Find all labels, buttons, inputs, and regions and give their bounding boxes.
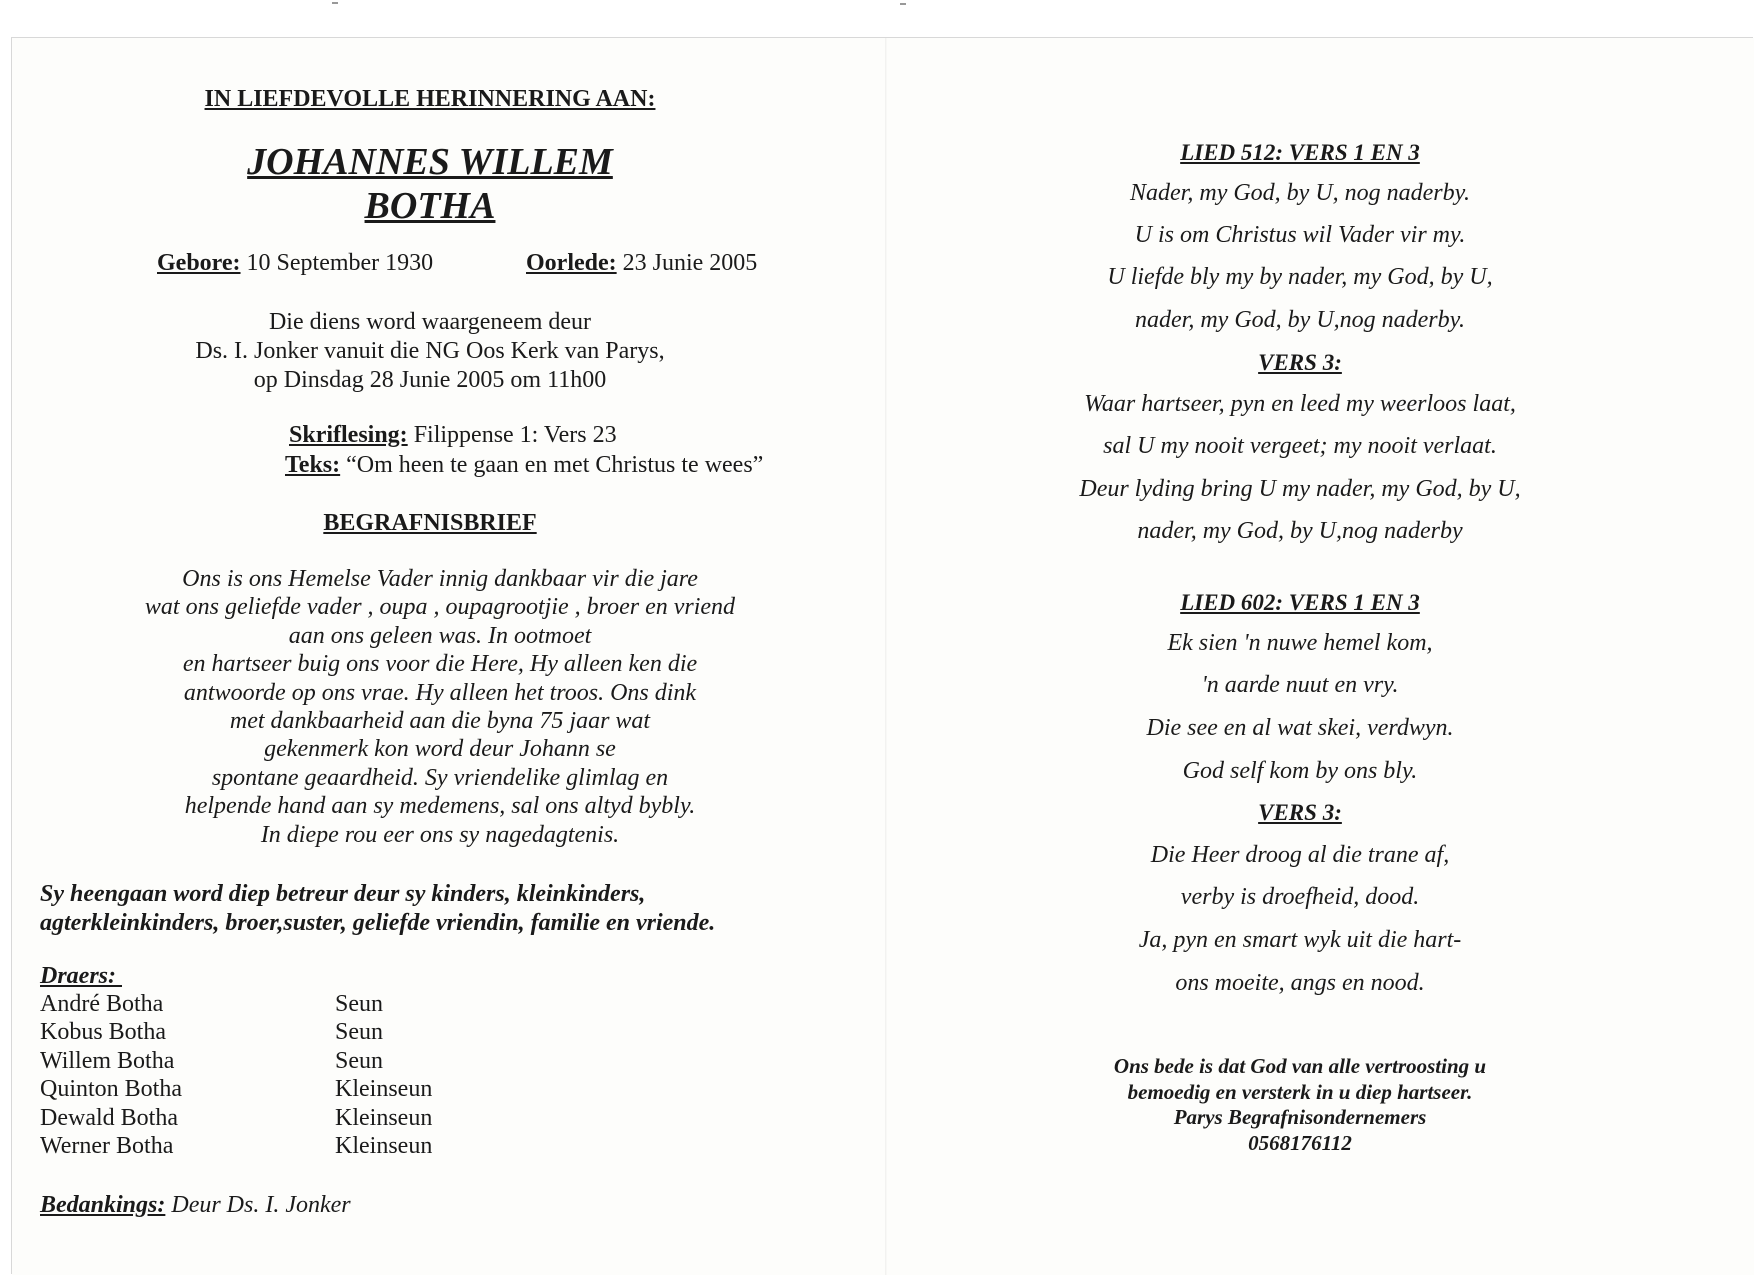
bearers-title: Draers:	[40, 963, 122, 989]
birth-label: Gebore:	[157, 250, 241, 276]
bearer-name: Willem Botha	[40, 1047, 175, 1074]
scripture-label: Skriflesing:	[289, 422, 408, 448]
letter-line: spontane geaardheid. Sy vriendelike glimlag en	[211, 764, 669, 791]
hymn-line: Nader, my God, by U, nog naderby.	[1130, 180, 1470, 206]
deceased-name-line2: BOTHA	[364, 185, 496, 227]
hymn-line: Ja, pyn en smart wyk uit die hart-	[1138, 927, 1462, 953]
bearer-row	[40, 1104, 432, 1132]
hymn-602-verse3-title: VERS 3:	[1258, 800, 1342, 825]
letter-line: Ons is ons Hemelse Vader innig dankbaar vir die jare	[182, 566, 698, 592]
bearer-row	[40, 1047, 432, 1075]
prayer-line: bemoedig en versterk in u diep hartseer.	[1127, 1079, 1473, 1104]
bearer-row	[40, 1132, 432, 1160]
death-date	[526, 250, 757, 277]
hymn-line: Ek sien 'n nuwe hemel kom,	[1167, 630, 1433, 656]
service-info	[0, 308, 860, 395]
scan-mark	[900, 3, 906, 5]
page-fold	[885, 38, 887, 1275]
death-value: 23 Junie 2005	[616, 250, 758, 276]
bearer-relation: Kleinseun	[335, 1076, 433, 1103]
right-page	[1000, 0, 1600, 1275]
hymn-512-title: LIED 512: VERS 1 EN 3	[1180, 140, 1420, 165]
service-line: Die diens word waargeneem deur	[268, 309, 592, 335]
text-value: “Om heen te gaan en met Christus te wees”	[340, 452, 764, 478]
letter-line: aan ons geleen was. In ootmoet	[288, 622, 592, 649]
prayer-line: Ons bede is dat God van alle vertroosting u	[1113, 1054, 1487, 1078]
mourning-line: agterkleinkinders, broer,suster, geliefde vriendin, familie en vriende.	[40, 910, 716, 936]
letter-line: gekenmerk kon word deur Johann se	[264, 736, 616, 763]
hymn-line: Waar hartseer, pyn en leed my weerloos laat,	[1084, 391, 1516, 417]
bearer-relation: Seun	[335, 1019, 383, 1046]
death-label: Oorlede:	[526, 250, 617, 276]
closing-prayer	[1000, 1054, 1600, 1156]
letter-line: met dankbaarheid aan die byna 75 jaar wat	[229, 708, 651, 735]
thanks-value: Deur Ds. I. Jonker	[165, 1192, 351, 1218]
hymn-line: God self kom by ons bly.	[1182, 758, 1418, 784]
hymn-line: U liefde bly my by nader, my God, by U,	[1107, 264, 1493, 290]
letter-line: en hartseer buig ons voor die Here, Hy alleen ken die	[182, 651, 698, 678]
letter-line: wat ons geliefde vader , oupa , oupagrootjie , broer en vriend	[144, 594, 736, 621]
bearer-name: Werner Botha	[40, 1133, 174, 1160]
service-line: Ds. I. Jonker vanuit die NG Oos Kerk van Parys,	[195, 338, 665, 364]
funeral-home-phone: 0568176112	[1248, 1130, 1352, 1155]
letter-line: helpende hand aan sy medemens, sal ons altyd bybly.	[184, 793, 696, 820]
hymn-line: nader, my God, by U,nog naderby	[1137, 518, 1463, 544]
bearer-row	[40, 1075, 432, 1103]
mourning-line: Sy heengaan word diep betreur deur sy kinders, kleinkinders,	[40, 881, 646, 907]
birth-date	[157, 250, 433, 277]
bearer-relation: Kleinseun	[335, 1133, 433, 1160]
hymn-line: Die see en al wat skei, verdwyn.	[1146, 715, 1454, 741]
bearer-row	[40, 1018, 432, 1046]
bearer-name: André Botha	[40, 991, 164, 1017]
hymn-line: 'n aarde nuut en vry.	[1201, 672, 1399, 698]
sermon-text	[285, 452, 763, 479]
scripture-reading	[289, 422, 617, 449]
bearer-relation: Seun	[335, 991, 383, 1017]
bearer-name: Dewald Botha	[40, 1104, 178, 1131]
hymn-line: Deur lyding bring U my nader, my God, by U,	[1079, 476, 1521, 502]
service-line: op Dinsdag 28 Junie 2005 om 11h00	[253, 367, 607, 393]
mourning-notice	[40, 880, 860, 938]
funeral-letter-title: BEGRAFNISBRIEF	[323, 510, 537, 536]
funeral-letter	[90, 565, 790, 849]
hymn-line: verby is droefheid, dood.	[1180, 884, 1420, 910]
hymn-line: ons moeite, angs en nood.	[1175, 970, 1425, 996]
memorial-heading: IN LIEFDEVOLLE HERINNERING AAN:	[204, 86, 656, 112]
hymn-line: Die Heer droog al die trane af,	[1150, 842, 1450, 868]
bearer-row	[40, 990, 432, 1018]
hymn-line: nader, my God, by U,nog naderby.	[1135, 307, 1465, 333]
bearer-name: Quinton Botha	[40, 1076, 182, 1103]
hymn-512-verse3-title: VERS 3:	[1258, 350, 1342, 375]
letter-line: antwoorde op ons vrae. Hy alleen het troos. Ons dink	[183, 679, 697, 706]
letter-line: In diepe rou eer ons sy nagedagtenis.	[260, 821, 620, 848]
hymn-line: U is om Christus wil Vader vir my.	[1134, 222, 1466, 248]
birth-value: 10 September 1930	[240, 250, 434, 276]
hymn-602-title: LIED 602: VERS 1 EN 3	[1180, 590, 1420, 615]
thanks-label: Bedankings:	[40, 1192, 166, 1218]
text-label: Teks:	[285, 452, 341, 478]
funeral-home-name: Parys Begrafnisondernemers	[1173, 1105, 1427, 1129]
bearer-relation: Seun	[335, 1047, 383, 1074]
hymn-line: sal U my nooit vergeet; my nooit verlaat.	[1103, 433, 1497, 459]
scan-mark	[332, 2, 338, 4]
left-page	[30, 0, 870, 1275]
deceased-name-line1: JOHANNES WILLEM	[247, 141, 613, 183]
bearer-name: Kobus Botha	[40, 1019, 166, 1046]
acknowledgements	[40, 1192, 351, 1219]
bearers-list	[40, 990, 432, 1160]
bearer-relation: Kleinseun	[335, 1104, 433, 1131]
scripture-value: Filippense 1: Vers 23	[407, 422, 617, 448]
